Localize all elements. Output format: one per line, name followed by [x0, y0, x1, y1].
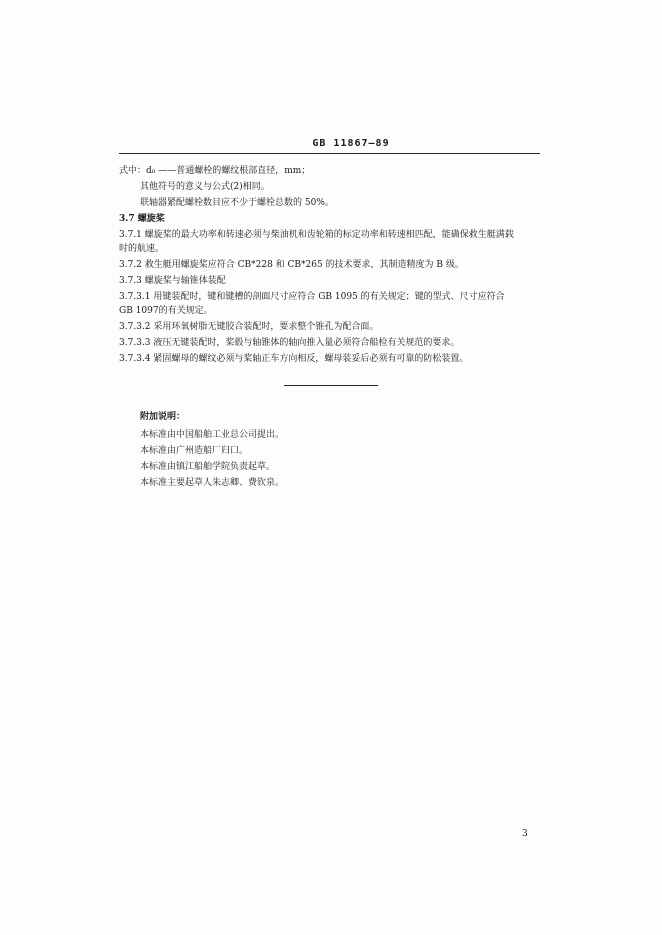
note-line: 本标准由镇江船舶学院负责起草。	[140, 462, 276, 472]
section-divider	[284, 385, 378, 386]
notes-title: 附加说明：	[140, 412, 186, 422]
subsection-heading: 3.7.3 螺旋桨与轴锥体装配	[119, 276, 226, 286]
text-line: 式中：d₀ ——普通螺栓的螺纹根部直径，mm；	[119, 166, 311, 176]
section-heading: 3.7 螺旋桨	[119, 214, 165, 224]
page-number: 3	[522, 829, 528, 839]
text-line: 3.7.3.3 液压无键装配时，桨毂与轴锥体的轴向推入量必须符合船检有关规范的要求。	[119, 338, 460, 348]
text-line: 联轴器紧配螺栓数目应不少于螺栓总数的 50%。	[140, 198, 334, 208]
note-line: 本标准由广州造船厂归口。	[140, 446, 249, 456]
text-line: 3.7.2 救生艇用螺旋桨应符合 CB*228 和 CB*265 的技术要求，其制造精度为 B 级。	[119, 260, 464, 270]
text-line: GB 1097的有关规定。	[119, 306, 213, 316]
text-line: 3.7.3.4 紧固螺母的螺纹必须与桨轴正车方向相反，螺母装妥后必须有可靠的防松装置。	[119, 354, 469, 364]
text-line: 3.7.3.1 用键装配时，键和键槽的剖面尺寸应符合 GB 1095 的有关规定；键的型式、尺寸应符合	[119, 292, 505, 302]
text-line: 3.7.3.2 采用环氧树脂无键胶合装配时，要求整个锥孔为配合面。	[119, 322, 379, 332]
note-line: 本标准主要起草人朱志卿、费钦泉。	[140, 478, 285, 488]
note-line: 本标准由中国船舶工业总公司提出。	[140, 430, 285, 440]
text-line: 3.7.1 螺旋桨的最大功率和转速必须与柴油机和齿轮箱的标定功率和转速相匹配，能确保救生艇满载	[119, 230, 514, 240]
header-rule	[119, 153, 540, 154]
text-line: 时的航速。	[119, 244, 165, 254]
text-line: 其他符号的意义与公式(2)相同。	[140, 182, 270, 192]
standard-code-header: GB 11867—89	[312, 138, 390, 149]
